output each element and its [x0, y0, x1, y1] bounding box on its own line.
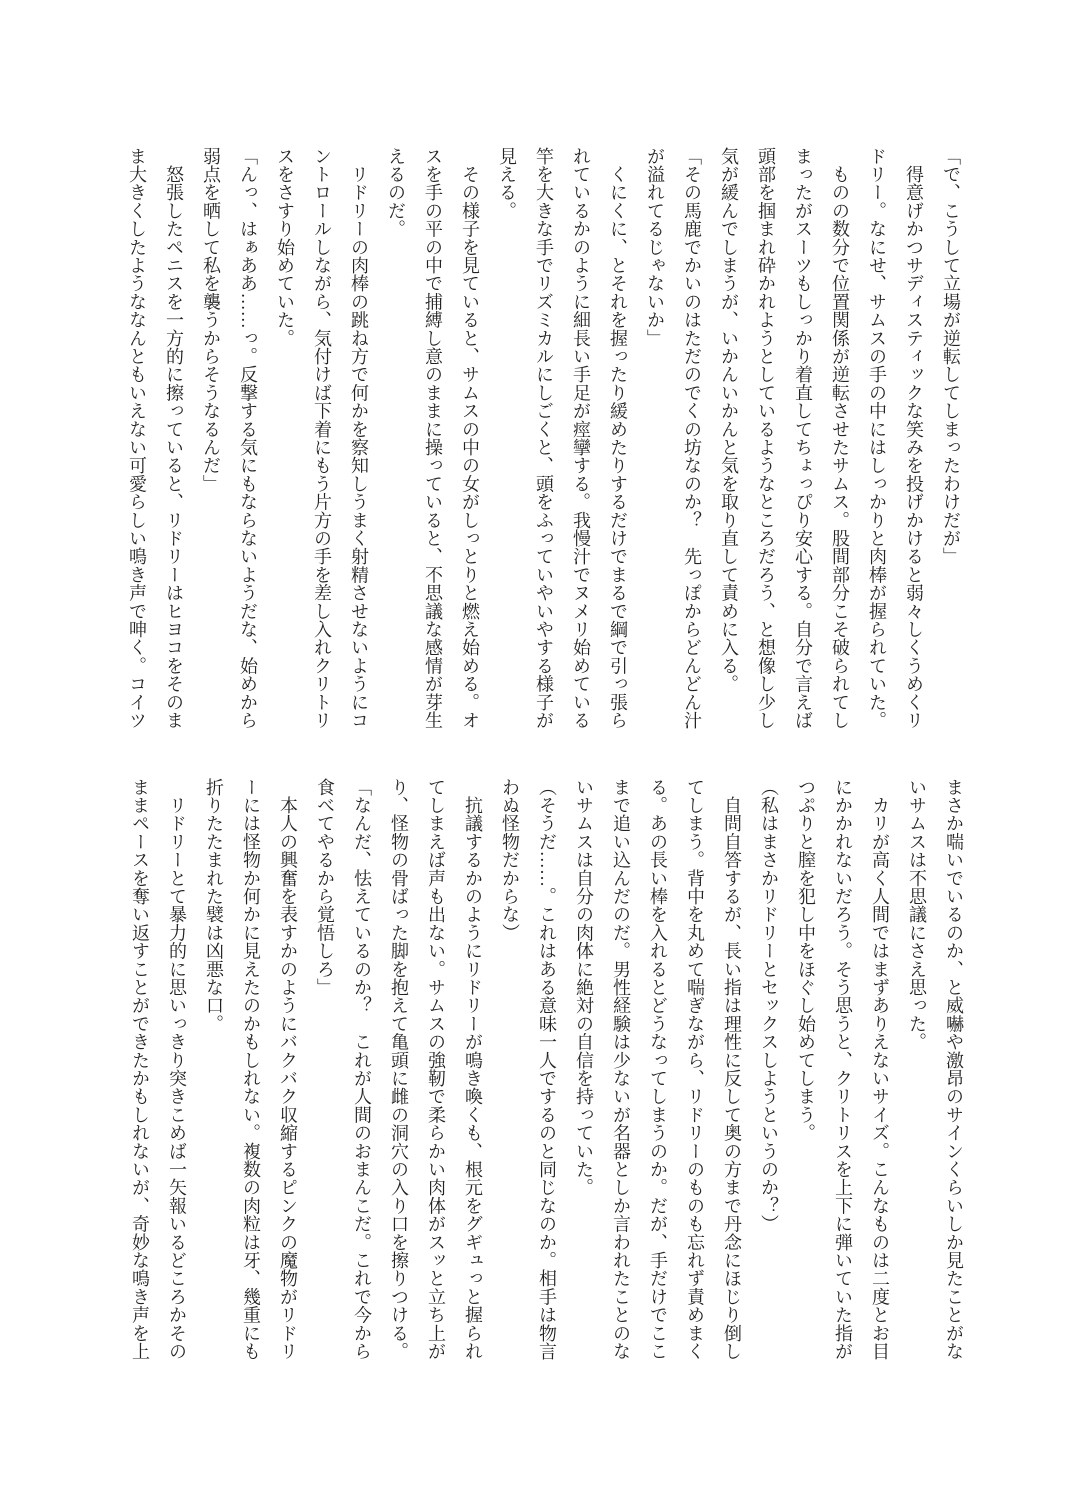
text-line: 自問自答するが、長い指は理性に反して奥の方まで丹念にほじり倒し: [722, 778, 742, 1361]
text-line: リドリーとて暴力的に思いっきり突きこめば一矢報いるどころかその: [167, 778, 187, 1361]
text-line: が溢れてるじゃないか」: [645, 147, 665, 348]
text-line: 気が緩んでしまうが、いかんいかんと気を取り直して責めに入る。: [719, 147, 739, 693]
text-line: 見える。: [497, 147, 517, 220]
text-line: リドリーの肉棒の跳ね方で何かを察知しうまく射精させないようにコ: [349, 147, 369, 730]
text-line: 抗議するかのようにリドリーが鳴き喚くも、根元をグギュっと握られ: [463, 778, 483, 1361]
text-line: まったがスーツもしっかり着直してちょっぴり安心する。自分で言えば: [793, 147, 813, 730]
text-block-upper: [118, 147, 969, 732]
text-line: ものの数分で位置関係が逆転させたサムス。股間部分こそ破られてし: [830, 147, 850, 730]
text-line: わぬ怪物だからな）: [500, 778, 520, 942]
text-line: まで追い込んだのだ。男性経験は少ないが名器としか言われたことのな: [611, 778, 631, 1361]
text-line: その様子を見ていると、サムスの中の女がしっとりと燃え始める。オ: [460, 147, 480, 730]
text-line: 「その馬鹿でかいのはただのでくの坊なのか？ 先っぽからどんどん汁: [682, 147, 702, 730]
text-line: てしまう。背中を丸めて喘ぎながら、リドリーのものも忘れず責めまく: [685, 778, 705, 1361]
text-line: いサムスは不思議にさえ思った。: [907, 778, 927, 1051]
text-line: カリが高く人間ではまずありえないサイズ。こんなものは二度とお目: [870, 778, 890, 1361]
text-line: スを手の平の中で捕縛し意のままに操っていると、不思議な感情が芽生: [423, 147, 443, 730]
text-line: ドリー。なにせ、サムスの手の中にはしっかりと肉棒が握られていた。: [867, 147, 887, 730]
text-line: 頭部を掴まれ砕かれようとしているようなところだろう、と想像し少し: [756, 147, 776, 730]
text-line: まさか喘いでいるのか、と威嚇や激昂のサインくらいしか見たことがな: [944, 778, 964, 1361]
text-line: いサムスは自分の肉体に絶対の自信を持っていた。: [574, 778, 594, 1197]
text-line: 本人の興奮を表すかのようにバクバク収縮するピンクの魔物がリドリ: [278, 778, 298, 1361]
text-line: 「で、こうして立場が逆転してしまったわけだが」: [941, 147, 961, 566]
text-line: ントロールしながら、気付けば下着にもう片方の手を差し入れクリトリ: [312, 147, 332, 730]
text-line: てしまえば声も出ない。サムスの強靭で柔らかい肉体がスッと立ち上が: [426, 778, 446, 1361]
text-line: スをさすり始めていた。: [275, 147, 295, 348]
text-line: 弱点を晒して私を襲うからそうなるんだ」: [201, 147, 221, 493]
text-line: ーには怪物か何かに見えたのかもしれない。複数の肉粒は牙、幾重にも: [241, 778, 261, 1361]
text-line: ま大きくしたようななんともいえない可愛らしい鳴き声で呻く。コイツ: [127, 147, 147, 730]
text-line: えるのだ。: [386, 147, 406, 238]
text-line: り、怪物の骨ばった脚を抱えて亀頭に雌の洞穴の入り口を擦りつける。: [389, 778, 409, 1361]
text-line: 怒張したペニスを一方的に擦っていると、リドリーはヒヨコをそのま: [164, 147, 184, 730]
text-line: つぷりと膣を犯し中をほぐし始めてしまう。: [796, 778, 816, 1142]
text-line: 竿を大きな手でリズミカルにしごくと、頭をふっていやいやする様子が: [534, 147, 554, 730]
text-line: 折りたたまれた襞は凶悪な口。: [204, 778, 224, 1033]
text-line: れているかのように細長い手足が痙攣する。我慢汁でヌメリ始めている: [571, 147, 591, 730]
text-block-lower: [121, 778, 972, 1363]
text-line: 「なんだ、怯えているのか？ これが人間のおまんこだ。これで今から: [352, 778, 372, 1361]
text-line: ままペースを奪い返すことができたかもしれないが、奇妙な鳴き声を上: [130, 778, 150, 1361]
text-line: 食べてやるから覚悟しろ」: [315, 778, 335, 997]
text-line: にかかれないだろう。そう思うと、クリトリスを上下に弾いていた指が: [833, 778, 853, 1361]
text-line: 「んっ、はぁああ……っ。反撃する気にもならないようだな、始めから: [238, 147, 258, 730]
text-line: くにくに、とそれを握ったり緩めたりするだけでまるで綱で引っ張ら: [608, 147, 628, 730]
text-line: 得意げかつサディスティックな笑みを投げかけると弱々しくうめくリ: [904, 147, 924, 730]
text-line: （そうだ……。これはある意味一人でするのと同じなのか。相手は物言: [537, 778, 557, 1361]
text-line: （私はまさかリドリーとセックスしようというのか？）: [759, 778, 779, 1233]
text-line: る。あの長い棒を入れるとどうなってしまうのか。だが、手だけでここ: [648, 778, 668, 1361]
